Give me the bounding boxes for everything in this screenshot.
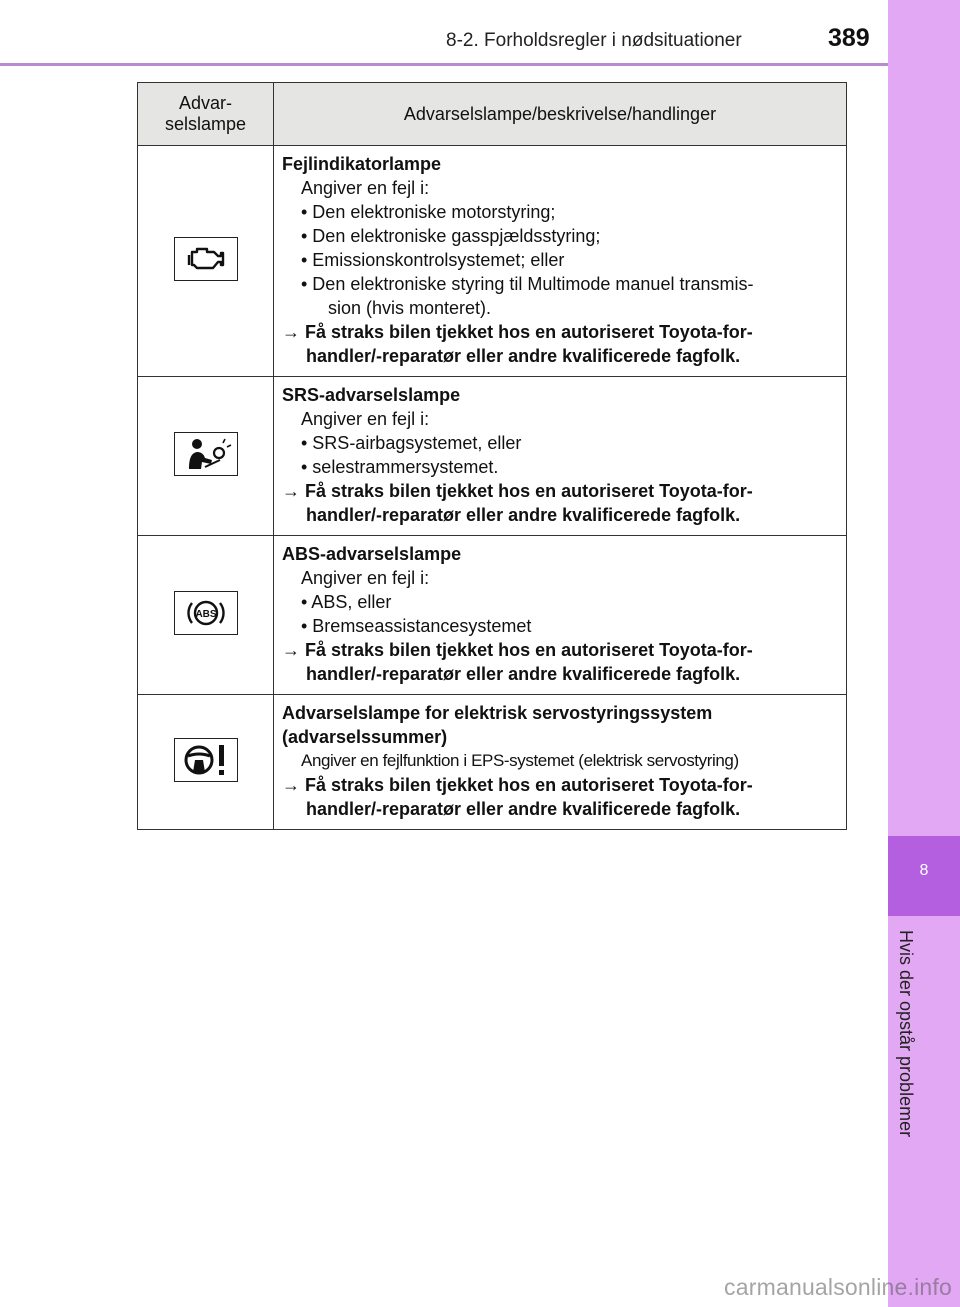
icon-cell: [138, 146, 274, 377]
chapter-number: 8: [919, 862, 929, 879]
bullet-item: • Emissionskontrolsystemet; eller: [301, 250, 565, 270]
chapter-label: Hvis der opstår problemer: [896, 930, 916, 1138]
page-number: 389: [828, 24, 870, 52]
description-cell: [274, 695, 847, 830]
table-header-row: [138, 83, 847, 146]
table-row: [138, 695, 847, 830]
lamp-intro: Angiver en fejl i:: [301, 409, 430, 429]
bullet-item: • selestrammersystemet.: [301, 457, 499, 477]
steering-warning-icon: [174, 738, 238, 782]
action-continuation: handler/-reparatør eller andre kvalificerede fagfolk.: [306, 505, 741, 525]
lamp-title: ABS-advarselslampe: [282, 544, 462, 564]
watermark: carmanualsonline.info: [724, 1274, 952, 1300]
lamp-title: Fejlindikatorlampe: [282, 154, 442, 174]
description-cell: [274, 377, 847, 536]
action-continuation: handler/-reparatør eller andre kvalificerede fagfolk.: [306, 664, 741, 684]
lamp-header-line-2: selslampe: [164, 114, 247, 134]
bullet-item: • SRS-airbagsystemet, eller: [301, 433, 522, 453]
bullet-item: • Den elektroniske styring til Multimode manuel transmis-: [301, 274, 754, 294]
bullet-continuation: sion (hvis monteret).: [328, 298, 492, 318]
lamp-title: SRS-advarselslampe: [282, 385, 461, 405]
lamp-title: Advarselslampe for elektrisk servostyringssystem: [282, 703, 713, 723]
lamp-intro: Angiver en fejlfunktion i EPS-systemet (elektrisk servostyring): [301, 751, 739, 770]
icon-cell: [138, 695, 274, 830]
icon-cell: [138, 536, 274, 695]
lamp-header-line-1: Advar-: [178, 93, 232, 113]
description-cell: [274, 146, 847, 377]
bullet-item: • Den elektroniske motorstyring;: [301, 202, 556, 222]
description-cell: [274, 536, 847, 695]
action-continuation: handler/-reparatør eller andre kvalificerede fagfolk.: [306, 346, 741, 366]
table-row: [138, 536, 847, 695]
airbag-icon: [174, 432, 238, 476]
warning-lamp-table: [137, 82, 847, 830]
lamp-intro: Angiver en fejl i:: [301, 178, 430, 198]
bullet-item: • Den elektroniske gasspjældsstyring;: [301, 226, 601, 246]
table-row: [138, 146, 847, 377]
bullet-item: • ABS, eller: [301, 592, 392, 612]
action-continuation: handler/-reparatør eller andre kvalificerede fagfolk.: [306, 799, 741, 819]
icon-cell: [138, 377, 274, 536]
engine-check-icon: [174, 237, 238, 281]
description-column-header: Advarselslampe/beskrivelse/handlinger: [274, 83, 847, 146]
section-title: 8-2. Forholdsregler i nødsituationer: [446, 30, 742, 51]
header-divider: [0, 63, 888, 66]
action-line: → Få straks bilen tjekket hos en autoriseret Toyota-for-: [282, 481, 753, 501]
lamp-title-continuation: (advarselssummer): [282, 727, 448, 747]
action-line: → Få straks bilen tjekket hos en autoriseret Toyota-for-: [282, 322, 753, 342]
table-row: [138, 377, 847, 536]
lamp-column-header: [138, 83, 274, 146]
action-line: → Få straks bilen tjekket hos en autoriseret Toyota-for-: [282, 640, 753, 660]
bullet-item: • Bremseassistancesystemet: [301, 616, 532, 636]
action-line: → Få straks bilen tjekket hos en autoriseret Toyota-for-: [282, 775, 753, 795]
lamp-intro: Angiver en fejl i:: [301, 568, 430, 588]
abs-icon-label: ABS: [194, 608, 217, 620]
abs-icon: [174, 591, 238, 635]
